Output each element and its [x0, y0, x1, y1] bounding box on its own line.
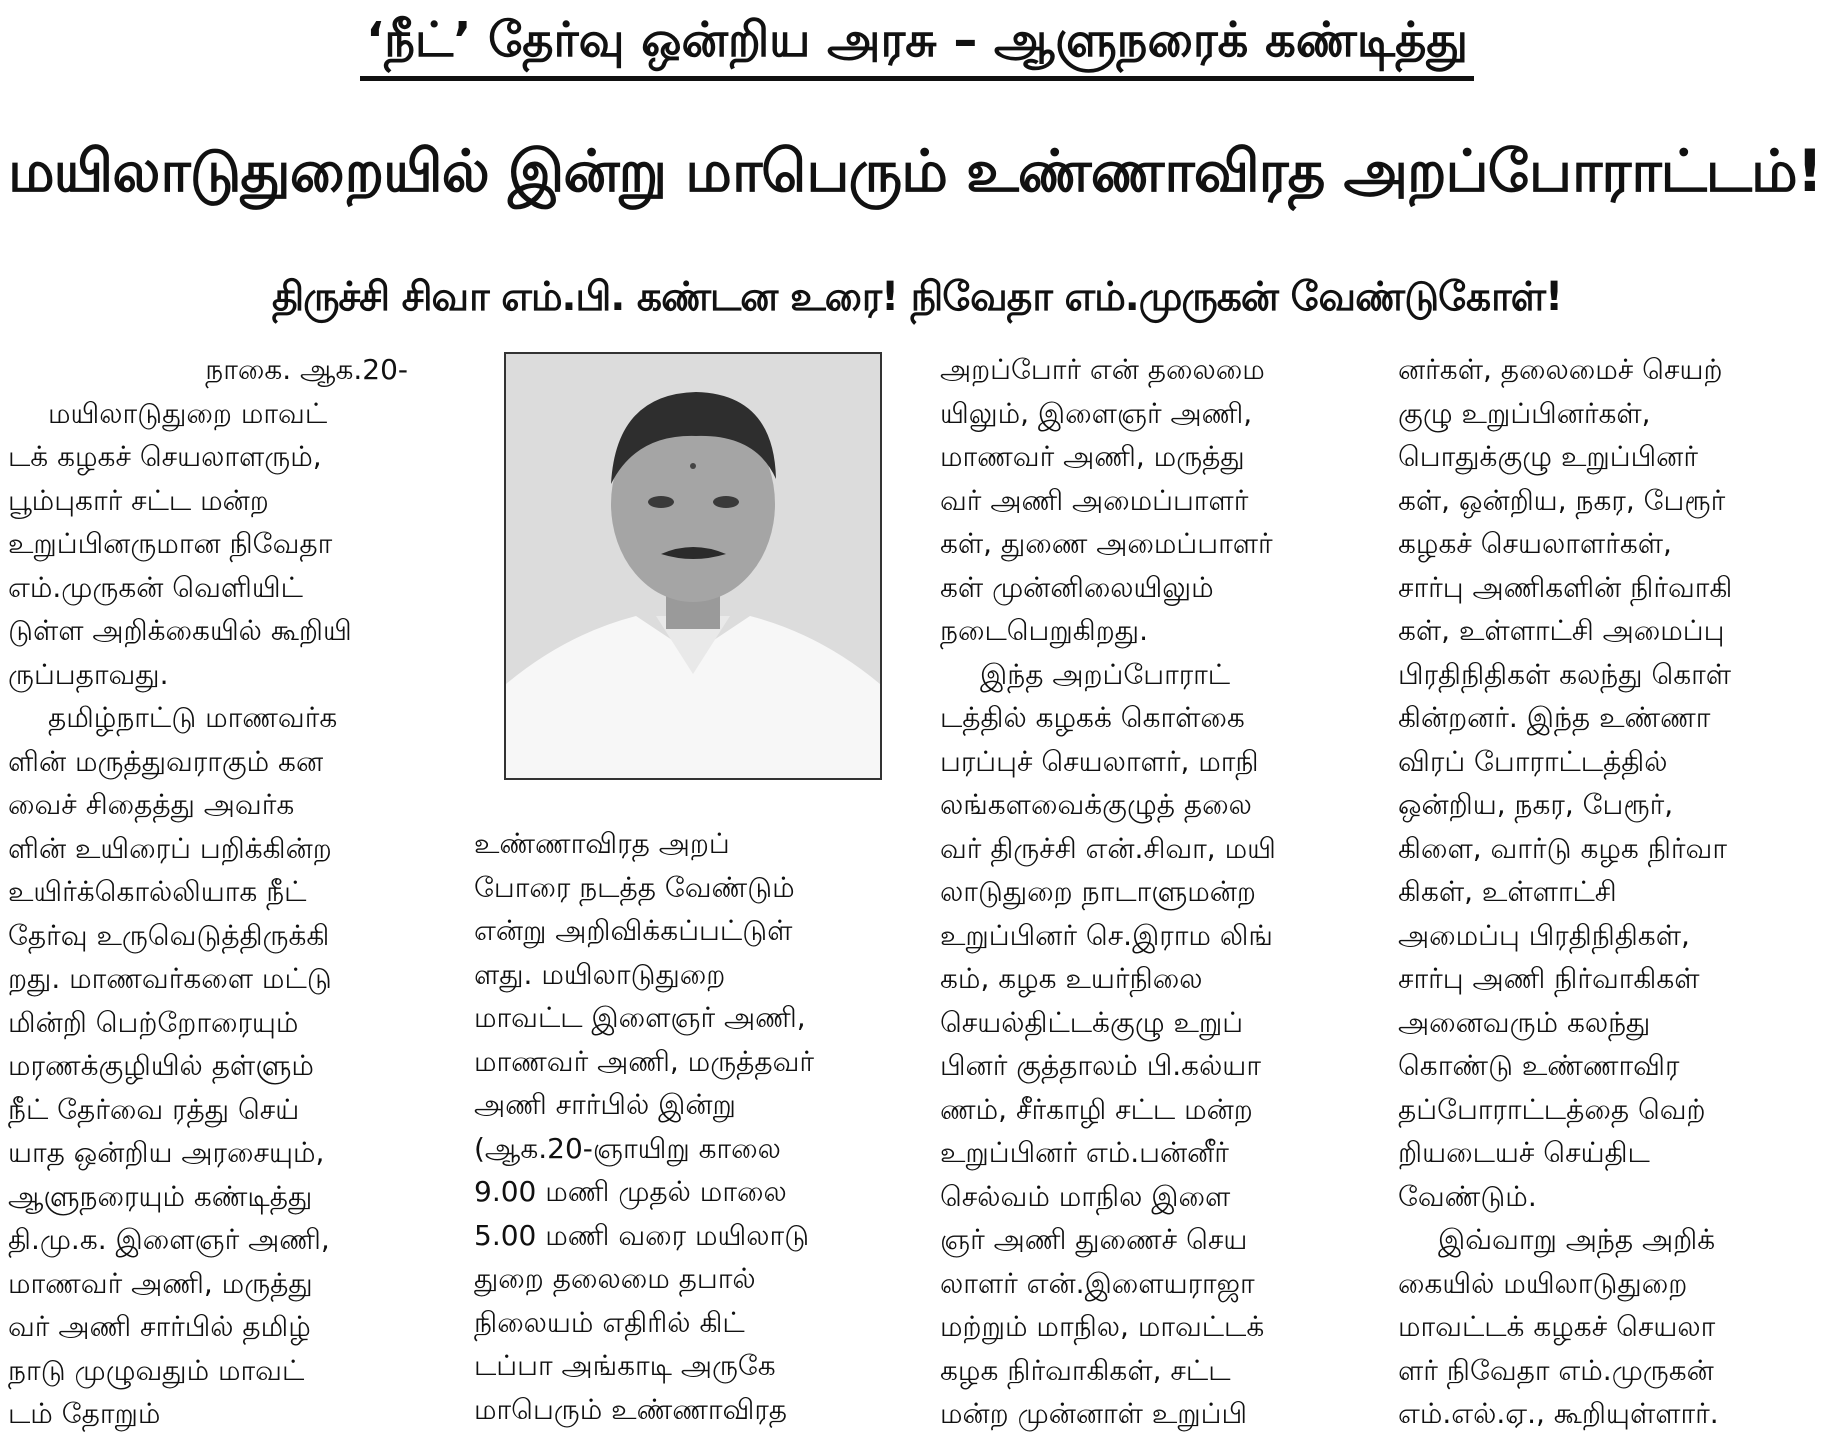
paragraph-7: இவ்வாறு அந்த அறிக் கையில் மயிலாடுதுறை மாவட்டக் கழகச் செயலா ளர் நிவேதா எம்.முருகன் எம்.எல்.ஏ., கூறியுள்ளார். — [1398, 1223, 1719, 1430]
article-column-1 — [8, 348, 438, 1430]
kicker-heading — [0, 4, 1834, 86]
paragraph-6: னர்கள், தலைமைச் செயற் குழு உறுப்பினர்கள், பொதுக்குழு உறுப்பினர் கள், ஒன்றிய, நகர, பேரூர் கழகச் செயலாளர்கள், சார்பு அணிகளின் நிர்வாகி கள், உள்ளாட்சி அமைப்பு பிரதிநிதிகள் கலந்து கொள் கின்றனர். இந்த உண்ணா விரப் போராட்டத்தில் ஒன்றிய, நகர, பேரூர், கிளை, வார்டு கழக நிர்வா கிகள், உள்ளாட்சி அமைப்பு பிரதிநிதிகள், சார்பு அணி நிர்வாகிகள் அனைவரும் கலந்து கொண்டு உண்ணாவிர தப்போராட்டத்தை வெற் றியடையச் செய்திட வேண்டும். — [1398, 353, 1733, 1213]
portrait-illustration — [506, 354, 880, 778]
sub-headline: திருச்சி சிவா எம்.பி. கண்டன உரை! நிவேதா எம்.முருகன் வேண்டுகோள்! — [271, 274, 1563, 320]
paragraph-4: அறப்போர் என் தலைமை யிலும், இளைஞர் அணி, மாணவர் அணி, மருத்து வர் அணி அமைப்பாளர் கள், துணை அமைப்பாளர் கள் முன்னிலையிலும் நடைபெறுகிறது. — [940, 353, 1273, 647]
kicker-text: ‘நீட்’ தேர்வு ஒன்றிய அரசு – ஆளுநரைக் கண்டித்து — [360, 4, 1474, 81]
article-column-2 — [474, 822, 904, 1426]
article-column-3 — [940, 348, 1370, 1430]
paragraph-2: தமிழ்நாட்டு மாணவர்க ளின் மருத்துவராகும் கன வைச் சிதைத்து அவர்க ளின் உயிரைப் பறிக்கின்ற உயிர்க்கொல்லியாக நீட் தேர்வு உருவெடுத்திருக்கி றது. மாணவர்களை மட்டு மின்றி பெற்றோரையும் மரணக்குழியில் தள்ளும் நீட் தேர்வை ரத்து செய் யாத ஒன்றிய அரசையும், ஆளுநரையும் கண்டித்து தி.மு.க. இளைஞர் அணி, மாணவர் அணி, மருத்து வர் அணி சார்பில் தமிழ் நாடு முழுவதும் மாவட் டம் தோறும் — [8, 701, 338, 1430]
dateline: நாகை. ஆக.20- — [205, 353, 408, 386]
paragraph-1: மயிலாடுதுறை மாவட் டக் கழகச் செயலாளரும், பூம்புகார் சட்ட மன்ற உறுப்பினருமான நிவேதா எம்.முருகன் வெளியிட் டுள்ள அறிக்கையில் கூறியி ருப்பதாவது. — [8, 396, 352, 691]
article-column-4 — [1398, 348, 1828, 1430]
paragraph-3: உண்ணாவிரத அறப் போரை நடத்த வேண்டும் என்று அறிவிக்கப்பட்டுள் ளது. மயிலாடுதுறை மாவட்ட இளைஞர் அணி, மாணவர் அணி, மருத்தவர் அணி சார்பில் இன்று (ஆக.20-ஞாயிறு காலை 9.00 மணி முதல் மாலை 5.00 மணி வரை மயிலாடு துறை தலைமை தபால் நிலையம் எதிரில் கிட் டப்பா அங்காடி அருகே மாபெரும் உண்ணாவிரத — [474, 827, 815, 1426]
paragraph-5: இந்த அறப்போராட் டத்தில் கழகக் கொள்கை பரப்புச் செயலாளர், மாநி லங்களவைக்குழுத் தலை வர் திருச்சி என்.சிவா, மயி லாடுதுறை நாடாளுமன்ற உறுப்பினர் செ.இராம லிங் கம், கழக உயர்நிலை செயல்திட்டக்குழு உறுப் பினர் குத்தாலம் பி.கல்யா ணம், சீர்காழி சட்ட மன்ற உறுப்பினர் எம்.பன்னீர் செல்வம் மாநில இளை ஞர் அணி துணைச் செய லாளர் என்.இளையராஜா மற்றும் மாநில, மாவட்டக் கழக நிர்வாகிகள், சட்ட மன்ற முன்னாள் உறுப்பி — [940, 657, 1276, 1430]
portrait-photo — [504, 352, 882, 780]
main-headline: மயிலாடுதுறையில் இன்று மாபெரும் உண்ணாவிரத அறப்போராட்டம்! — [8, 137, 1823, 205]
